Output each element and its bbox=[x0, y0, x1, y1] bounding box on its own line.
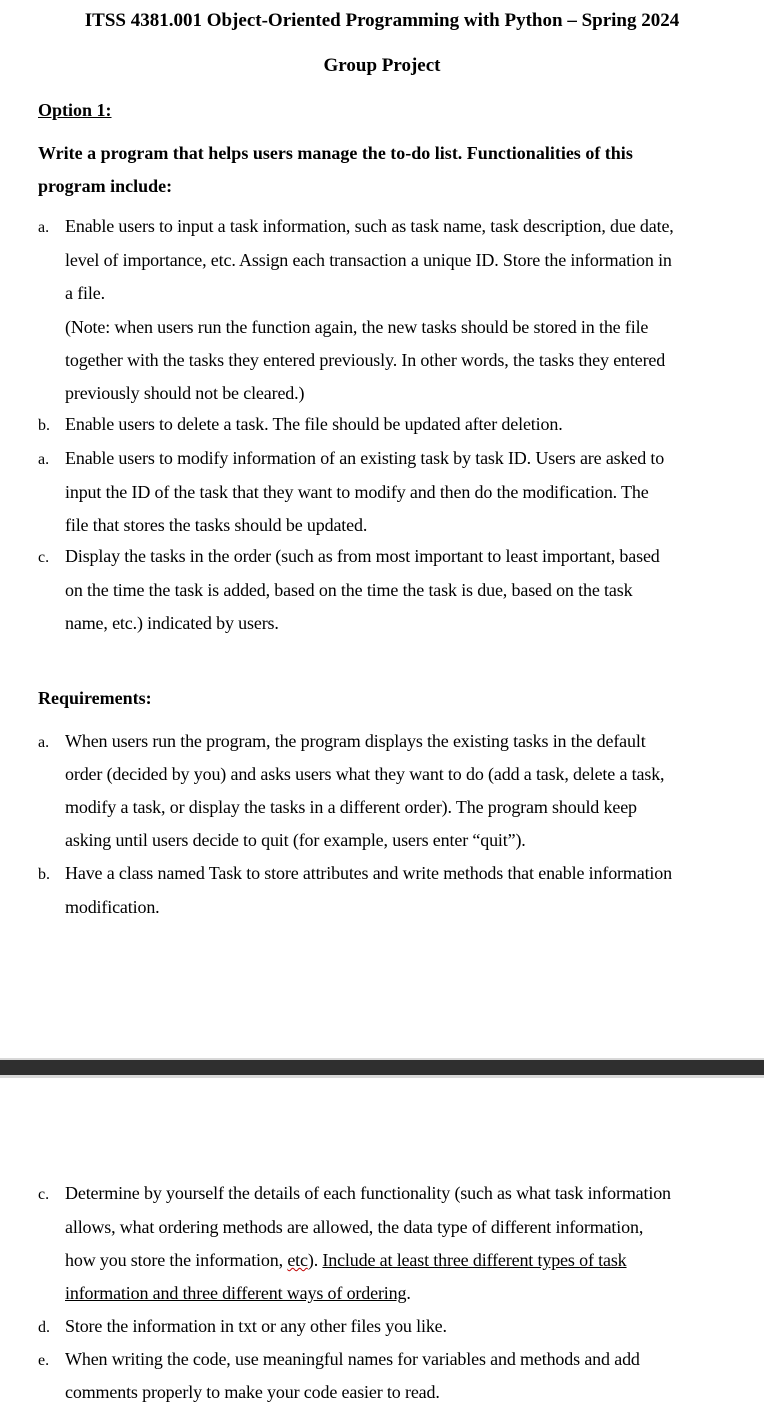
list-item-line: (Note: when users run the function again, the new tasks should be stored in the file bbox=[65, 317, 649, 337]
list-label: a. bbox=[38, 451, 50, 468]
underlined-text: Include at least three different types of task bbox=[322, 1250, 627, 1270]
document-title: ITSS 4381.001 Object-Oriented Programming with Python – Spring 2024 bbox=[84, 10, 680, 31]
list-label: e. bbox=[38, 1352, 50, 1369]
list-item-line bbox=[65, 1250, 627, 1271]
text-segment: ). bbox=[307, 1250, 323, 1270]
list-item-line: When writing the code, use meaningful names for variables and methods and add bbox=[65, 1349, 640, 1369]
list-item-line: previously should not be cleared.) bbox=[65, 383, 305, 403]
list-label: b. bbox=[38, 417, 50, 434]
text-segment: . bbox=[406, 1283, 411, 1303]
list-label: a. bbox=[38, 219, 50, 236]
list-label: d. bbox=[38, 1319, 50, 1336]
list-item-line: name, etc.) indicated by users. bbox=[65, 613, 279, 633]
list-item-line bbox=[65, 1283, 411, 1304]
list-item-line: level of importance, etc. Assign each transaction a unique ID. Store the information in bbox=[65, 250, 672, 270]
list-item-line: comments properly to make your code easier to read. bbox=[65, 1382, 440, 1402]
page-break-bar bbox=[0, 1060, 764, 1075]
list-item-line: Display the tasks in the order (such as from most important to least important, based bbox=[65, 546, 660, 566]
list-item-line: Determine by yourself the details of each functionality (such as what task information bbox=[65, 1183, 671, 1203]
list-item-line: order (decided by you) and asks users what they want to do (add a task, delete a task, bbox=[65, 764, 665, 784]
list-item-line: input the ID of the task that they want to modify and then do the modification. The bbox=[65, 482, 649, 502]
spellcheck-flagged-word: etc bbox=[287, 1250, 308, 1270]
underlined-text: information and three different ways of ordering bbox=[65, 1283, 407, 1303]
list-label: b. bbox=[38, 866, 50, 883]
list-item-line: Have a class named Task to store attributes and write methods that enable information bbox=[65, 863, 672, 883]
list-item-line: file that stores the tasks should be updated. bbox=[65, 515, 368, 535]
list-item-line: Enable users to delete a task. The file should be updated after deletion. bbox=[65, 414, 563, 434]
list-item-line: a file. bbox=[65, 283, 105, 303]
list-item-line: allows, what ordering methods are allowed, the data type of different information, bbox=[65, 1217, 644, 1237]
list-item-line: Store the information in txt or any other files you like. bbox=[65, 1316, 447, 1336]
list-label: c. bbox=[38, 549, 50, 566]
list-label: c. bbox=[38, 1186, 50, 1203]
option-heading: Option 1: bbox=[38, 100, 112, 120]
list-item-line: asking until users decide to quit (for example, users enter “quit”). bbox=[65, 830, 526, 850]
list-item-line: When users run the program, the program displays the existing tasks in the default bbox=[65, 731, 646, 751]
list-item-line: on the time the task is added, based on the time the task is due, based on the task bbox=[65, 580, 633, 600]
requirements-heading: Requirements: bbox=[38, 688, 152, 708]
list-item-line: Enable users to input a task information, such as task name, task description, due date, bbox=[65, 216, 674, 236]
list-item-line: Enable users to modify information of an existing task by task ID. Users are asked to bbox=[65, 448, 665, 468]
intro-line-1: Write a program that helps users manage the to-do list. Functionalities of this bbox=[38, 143, 633, 163]
document-page-2 bbox=[0, 1078, 764, 1416]
text-segment: how you store the information, bbox=[65, 1250, 288, 1270]
document-subtitle: Group Project bbox=[323, 55, 441, 76]
list-item-line: together with the tasks they entered previously. In other words, the tasks they entered bbox=[65, 350, 666, 370]
intro-line-2: program include: bbox=[38, 176, 173, 196]
list-item-line: modify a task, or display the tasks in a different order). The program should keep bbox=[65, 797, 637, 817]
list-item-line: modification. bbox=[65, 897, 160, 917]
list-label: a. bbox=[38, 734, 50, 751]
